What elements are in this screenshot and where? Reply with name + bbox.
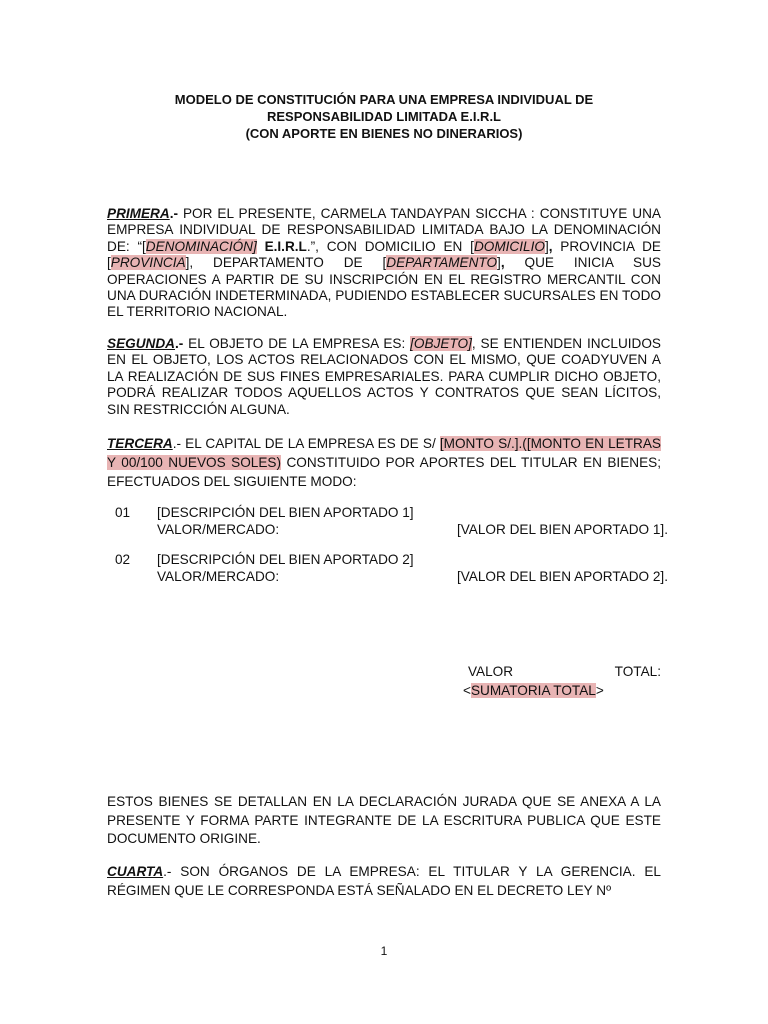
title-line-2: RESPONSABILIDAD LIMITADA E.I.R.L xyxy=(267,109,501,124)
clause-text: SON ÓRGANOS DE LA EMPRESA: EL TITULAR Y LA GERENCIA. EL RÉGIMEN QUE LE CORRESPONDA ESTÁ SEÑALADO EN EL DECRETO LEY Nº xyxy=(107,864,661,898)
asset-value-label: VALOR/MERCADO: xyxy=(157,569,280,584)
asset-value-label: VALOR/MERCADO: xyxy=(157,522,280,537)
clause-label: CUARTA xyxy=(107,864,164,879)
clause-separator: .- xyxy=(174,336,184,351)
total-label-word-1: VALOR xyxy=(468,664,514,679)
placeholder-provincia: PROVINCIA xyxy=(110,255,186,271)
clause-text: ] xyxy=(497,255,501,271)
eirl-text: E.I.R.L xyxy=(256,238,307,254)
title-line-1: MODELO DE CONSTITUCIÓN PARA UNA EMPRESA INDIVIDUAL DE xyxy=(174,92,594,107)
total-label-word-2: TOTAL: xyxy=(614,664,661,679)
clause-text: POR EL PRESENTE, CARMELA TANDAYPAN SICCHA : CONSTITUYE UNA EMPRESA INDIVIDUAL DE RESPONSABILIDAD LIMITADA BAJO LA DENOMINACIÓN DE: “[ xyxy=(107,206,661,254)
clause-text: PROVINCIA DE [ xyxy=(107,238,661,271)
placeholder-objeto: [OBJETO] xyxy=(410,336,472,351)
clause-label: TERCERA xyxy=(107,436,173,451)
clause-label: SEGUNDA xyxy=(107,336,175,351)
clause-separator: .- xyxy=(169,206,178,221)
clause-text: , SE ENTIENDEN INCLUIDOS EN EL OBJETO, LOS ACTOS RELACIONADOS CON EL MISMO, QUE COADYUVEN A LA REALIZACIÓN DE SUS FINES EMPRESARIALES. PARA CUMPLIR DICHO OBJETO, PODRÁ REALIZAR TODOS AQUELLOS ACTOS Y CONTRATOS QUE SEAN LÍCITOS, SIN RESTRICCIÓN ALGUNA. xyxy=(107,336,661,417)
placeholder-domicilio: DOMICILIO xyxy=(473,238,545,254)
placeholder-denominacion: DENOMINACIÓN] xyxy=(145,238,257,254)
asset-number: 01 xyxy=(115,505,131,520)
placeholder-departamento: DEPARTAMENTO xyxy=(386,255,498,271)
clause-cuarta xyxy=(107,863,661,900)
document-title xyxy=(107,91,661,142)
clause-text: , xyxy=(500,255,505,271)
paragraph-estos-bienes: ESTOS BIENES SE DETALLAN EN LA DECLARACIÓN JURADA QUE SE ANEXA A LA PRESENTE Y FORMA PARTE INTEGRANTE DE LA ESCRITURA PUBLICA QUE ESTE DOCUMENTO ORIGINE. xyxy=(107,794,661,846)
clause-segunda xyxy=(107,336,661,418)
asset-number: 02 xyxy=(115,552,131,567)
clause-separator: .- xyxy=(163,864,172,879)
clause-primera xyxy=(107,206,661,321)
clause-text: EL OBJETO DE LA EMPRESA ES: xyxy=(183,336,411,351)
asset-description: [DESCRIPCIÓN DEL BIEN APORTADO 2] xyxy=(157,552,414,567)
asset-value: [VALOR DEL BIEN APORTADO 2]. xyxy=(456,569,668,584)
placeholder-monto: [MONTO S/.].([MONTO EN LETRAS Y 00/100 NUEVOS SOLES) xyxy=(107,436,661,470)
clause-text: EL CAPITAL DE LA EMPRESA ES DE S/ xyxy=(181,436,440,451)
asset-value: [VALOR DEL BIEN APORTADO 1]. xyxy=(456,522,668,537)
clause-text: CONSTITUIDO POR APORTES DEL TITULAR EN BIENES; EFECTUADOS DEL SIGUIENTE MODO: xyxy=(107,455,662,489)
total-open-bracket: < xyxy=(463,683,471,698)
clause-text: ], DEPARTAMENTO DE [ xyxy=(185,255,387,271)
placeholder-sumatoria-total: SUMATORIA TOTAL xyxy=(470,683,596,698)
clause-text: QUE INICIA SUS OPERACIONES A PARTIR DE SU INSCRIPCIÓN EN EL REGISTRO MERCANTIL CON UNA DURACIÓN INDETERMINADA, PUDIENDO ESTABLECER SUCURSALES EN TODO EL TERRITORIO NACIONAL. xyxy=(107,255,661,320)
clause-separator: .- xyxy=(172,436,182,451)
total-value-block xyxy=(463,662,661,700)
asset-description: [DESCRIPCIÓN DEL BIEN APORTADO 1] xyxy=(157,505,414,520)
clause-text: , xyxy=(548,238,553,254)
clause-text: ] xyxy=(544,238,549,254)
clause-tercera xyxy=(107,434,661,491)
title-line-3: (CON APORTE EN BIENES NO DINERARIOS) xyxy=(245,126,523,141)
clause-label: PRIMERA xyxy=(107,206,170,221)
total-close-bracket: > xyxy=(595,683,604,698)
page-number: 1 xyxy=(380,944,388,958)
clause-text: .”, CON DOMICILIO EN [ xyxy=(306,238,474,254)
